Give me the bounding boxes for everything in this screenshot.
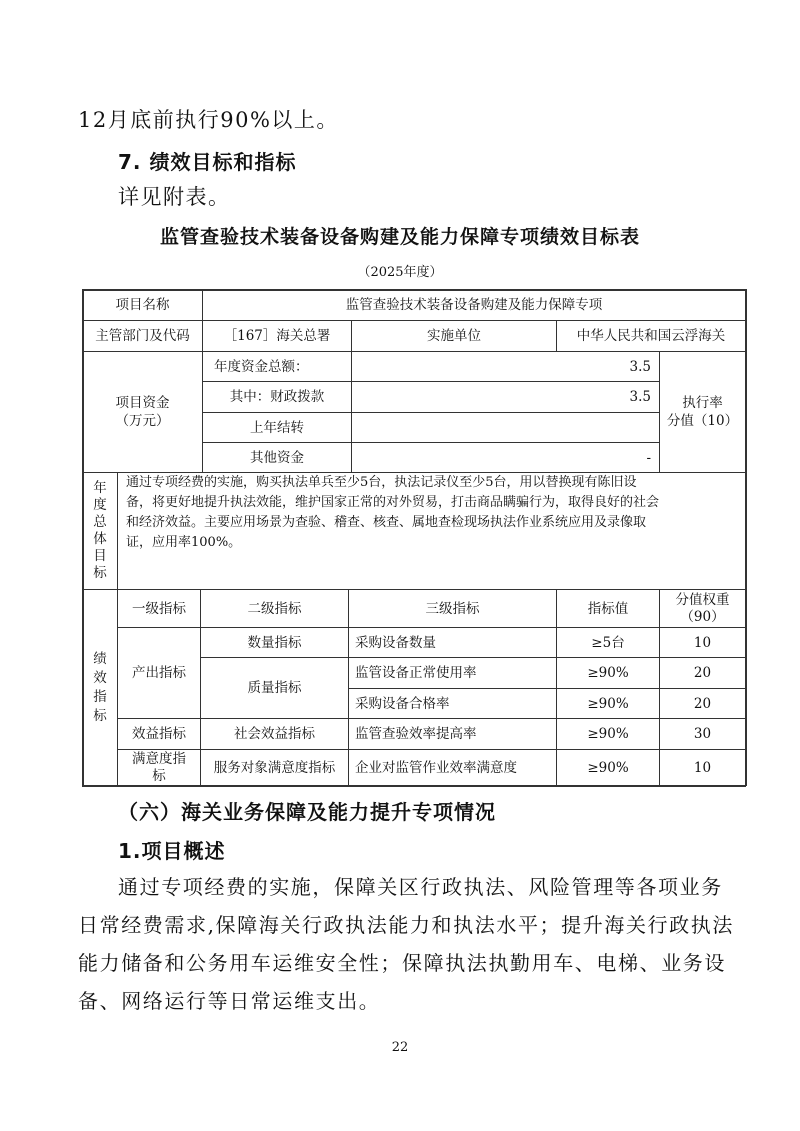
funds-other-value: - [646, 449, 651, 466]
section-6-paragraph [78, 868, 734, 1020]
table-row-weight: 30 [693, 726, 712, 742]
quantity-indicator: 数量指标 [247, 634, 302, 651]
paragraph-line: 能力储备和公务用车运维安全性；保障执法执勤用车、电梯、业务设 [78, 951, 726, 975]
funds-other-label: 其他资金 [250, 449, 304, 466]
annual-goal-char: 目 [93, 548, 107, 564]
funds-total-label: 年度资金总额： [214, 358, 309, 375]
impl-unit-value: 中华人民共和国云浮海关 [576, 328, 726, 344]
table-row-level2: 服务对象满意度指标 [213, 759, 336, 776]
perf-char: 标 [93, 707, 107, 724]
dept-value: ［167］海关总署 [223, 328, 331, 344]
table-row-level3: 采购设备合格率 [355, 695, 450, 712]
funds-label [83, 352, 202, 472]
paragraph-line: 备、网络运行等日常运维支出。 [78, 989, 381, 1013]
section-7-heading: 7. 绩效目标和指标 [118, 150, 297, 174]
page-number: 22 [391, 1040, 409, 1055]
annual-goal-char: 年 [93, 480, 107, 496]
table-row-value: ≥90% [587, 695, 629, 712]
annual-goal-line: 和经济效益。主要应用场景为查验、稽查、核查、属地查检现场执法作业系统应用及录像取 [126, 515, 647, 530]
funds-label-line2: （万元） [115, 413, 170, 429]
paragraph-line: 日常经费需求,保障海关行政执法能力和执法水平；提升海关行政执法 [78, 913, 734, 937]
header-level2: 二级指标 [247, 600, 302, 617]
header-weight-line2: （90） [680, 608, 725, 625]
table-row-level1: 效益指标 [132, 726, 186, 742]
funds-carryover-value [352, 413, 659, 442]
annual-goal-line: 备，将更好地提升执法效能，维护国家正常的对外贸易，打击商品瞒骗行为，取得良好的社会 [126, 495, 660, 510]
annual-goal-char: 度 [93, 497, 107, 513]
table-row-level3: 采购设备数量 [355, 634, 436, 651]
dept-label: 主管部门及代码 [95, 328, 190, 344]
table-row-weight: 10 [693, 759, 712, 776]
table-row-value: ≥90% [587, 726, 629, 742]
exec-rate-cell [660, 352, 745, 472]
table-year: （2025年度） [357, 265, 443, 280]
table-row-weight: 20 [693, 665, 712, 681]
quality-indicator: 质量指标 [247, 680, 302, 696]
section-7-detail: 详见附表。 [118, 185, 231, 209]
perf-indicator-label [83, 590, 117, 785]
annual-goal-line: 通过专项经费的实施，购买执法单兵至少5台，执法记录仪至少5台，用以替换现有陈旧设 [126, 475, 637, 490]
funds-fiscal-value: 3.5 [629, 389, 651, 405]
impl-unit-label: 实施单位 [427, 328, 481, 344]
perf-char: 效 [93, 669, 107, 686]
level1-line1: 满意度指 [132, 750, 186, 767]
table-row-weight: 10 [693, 634, 712, 651]
table-row-level3: 企业对监管作业效率满意度 [355, 759, 517, 776]
table-row-value: ≥5台 [591, 634, 625, 651]
exec-rate-line1: 执行率 [682, 395, 723, 411]
funds-fiscal-label: 其中：财政拨款 [229, 389, 325, 405]
funds-label-line1: 项目资金 [115, 395, 170, 411]
table-row-level3: 监管设备正常使用率 [355, 665, 477, 681]
annual-goal-label [83, 473, 117, 589]
funds-total-value: 3.5 [629, 358, 651, 375]
perf-char: 绩 [93, 650, 107, 667]
table-row-weight: 20 [693, 695, 712, 712]
table-row-level1 [118, 750, 200, 785]
header-level1: 一级指标 [132, 600, 186, 617]
table-title: 监管查验技术装备设备购建及能力保障专项绩效目标表 [159, 226, 640, 248]
header-level3: 三级指标 [425, 600, 480, 617]
table-row-value: ≥90% [587, 759, 629, 776]
project-name-value: 监管查验技术装备设备购建及能力保障专项 [345, 297, 603, 313]
paragraph-line: 通过专项经费的实施，保障关区行政执法、风险管理等各项业务 [118, 875, 723, 899]
exec-rate-line2: 分值（10） [666, 413, 739, 429]
project-name-label: 项目名称 [115, 297, 170, 313]
annual-goal-line: 证，应用率100%。 [126, 535, 242, 550]
section-6-subheading: 1.项目概述 [118, 839, 226, 863]
section-6-heading: （六）海关业务保障及能力提升专项情况 [118, 800, 496, 824]
carryover-line: 12月底前执行90%以上。 [78, 108, 339, 132]
header-weight-line1: 分值权重 [675, 591, 730, 608]
annual-goal-char: 标 [93, 565, 107, 581]
annual-goal-char: 体 [93, 531, 107, 547]
header-weight [660, 590, 745, 627]
perf-char: 指 [93, 688, 107, 705]
header-value: 指标值 [587, 600, 629, 617]
level1-line2: 标 [152, 767, 166, 784]
annual-goal-text [118, 473, 745, 589]
annual-goal-char: 总 [93, 514, 107, 530]
table-row-value: ≥90% [587, 665, 629, 681]
output-indicator: 产出指标 [132, 665, 186, 681]
funds-carryover-label: 上年结转 [250, 419, 304, 436]
table-row-level3: 监管查验效率提高率 [355, 726, 477, 742]
table-row-level2: 社会效益指标 [234, 726, 315, 742]
